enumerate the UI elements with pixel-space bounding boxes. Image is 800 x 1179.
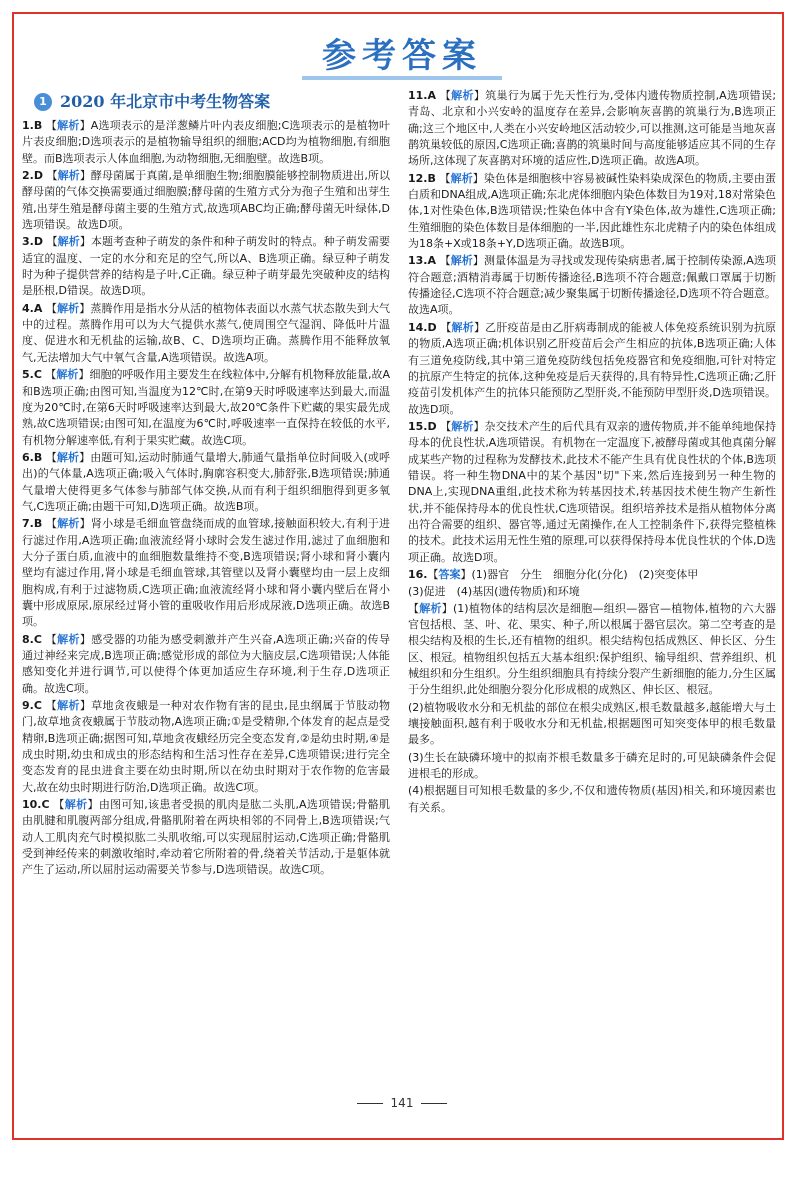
answer-item: 13.A 【解析】测量体温是为寻找或发现传染病患者,属于控制传染源,A选项符合题意;酒精消毒属于切断传播途径,B选项不符合题意;佩戴口罩属于切断传播途径,C选项不符合题意;减少聚集属于切断传播途径,D选项不符合题意。故选A项。 <box>408 254 776 317</box>
answer-item: 6.B 【解析】由题可知,运动时肺通气量增大,肺通气量指单位时间吸入(或呼出)的气体量,A选项正确;吸入气体时,胸廓容积变大,肺舒张,B选项错误;肺通气量增大使得更多气体参与肺部气体交换,从而有利于组织细胞得到更多氧气,C选项正确;由题干可知,D选项正确。故选B项。 <box>22 450 390 513</box>
analysis-tag: 解析 <box>451 419 474 433</box>
answer-text: 染色体是细胞核中容易被碱性染料染成深色的物质,主要由蛋白质和DNA组成,A选项正确;东北虎体细胞内染色体数目为19对,18对常染色体,1对性染色体,B选项错误;性染色体中含有Y染色体,故为雄性,C选项正确;生殖细胞的染色体数目是体细胞的一半,因此雄性东北虎精子内的染色体组成为18条+X或18条+Y,D选项正确。故选B项。 <box>408 171 776 251</box>
section-number-badge: 1 <box>34 93 52 111</box>
analysis-tag: 解析 <box>56 368 79 382</box>
analysis-tag: 解析 <box>57 301 80 315</box>
answer-text: 由题可知,运动时肺通气量增大,肺通气量指单位时间吸入(或呼出)的气体量,A选项正确;吸入气体时,胸廓容积变大,肺舒张,B选项错误;肺通气量增大使得更多气体参与肺部气体交换,从而有利于组织细胞得到更多氧气,C选项正确;由题干可知,D选项正确。故选B项。 <box>22 450 390 513</box>
answer-number: 15.D <box>408 419 437 433</box>
analysis-tag: 解析 <box>57 235 80 249</box>
analysis-text: (4)根据题目可知根毛数量的多少,不仅和遗传物质(基因)相关,和环境因素也有关系。 <box>408 784 776 814</box>
analysis-paragraph: 【解析】(1)植物体的结构层次是细胞—组织—器官—植物体,植物的六大器官包括根、茎、叶、花、果实、种子,所以根属于器官层次。第二空考查的是根尖结构及根的生长,还有植物的组织。根尖结构包括成熟区、伸长区、分生区、根冠。植物组织包括五大基本组织:保护组织、输导组织、营养组织、机械组织和分生组织。分生组织细胞具有持续分裂产生新细胞的能力,分生区属于分生组织,此处细胞分裂分化形成根的成熟区、伸长区、根冠。 <box>408 601 776 697</box>
answer-number: 6.B <box>22 450 43 464</box>
answer-item: 7.B 【解析】肾小球是毛细血管盘绕而成的血管球,接触面积较大,有利于进行滤过作用,A选项正确;血液流经肾小球时会发生滤过作用,滤过了血细胞和大分子蛋白质,血液中的血细胞数量维持不变,B选项错误;肾小球和肾小囊内壁均有滤过作用,肾小球是毛细血管球,其管壁以及肾小囊壁均由一层上皮细胞构成,有利于过滤物质,C选项正确;血液流经肾小球和肾小囊内壁后在肾小囊中形成原尿,原尿经过肾小管的重吸收作用后形成尿液,D选项正确。故选B项。 <box>22 517 390 629</box>
analysis-tag: 解析 <box>450 254 473 268</box>
question-16 <box>408 567 776 816</box>
answer-text: 测量体温是为寻找或发现传染病患者,属于控制传染源,A选项符合题意;酒精消毒属于切断传播途径,B选项不符合题意;佩戴口罩属于切断传播途径,C选项不符合题意;减少聚集属于切断传播途径,D选项不符合题意。故选A项。 <box>408 254 776 317</box>
answer-number: 9.C <box>22 699 42 713</box>
answer-tag: 答案 <box>438 567 461 581</box>
answer-number: 10.C <box>22 798 50 812</box>
answer-text: 细胞的呼吸作用主要发生在线粒体中,分解有机物释放能量,故A和B选项正确;由图可知,当温度为12℃时,在第9天时呼吸速率达到最大,而温度为20℃时,在第6天时呼吸速率达到最大,故20℃条件下贮藏的果实最先成熟,故C选项错误;由图可知,在温度为6℃时,呼吸速率一直保持在较低的水平,有机物分解速率低,有利于果实贮藏。故选C项。 <box>22 368 390 447</box>
answer-item: 12.B 【解析】染色体是细胞核中容易被碱性染料染成深色的物质,主要由蛋白质和DNA组成,A选项正确;东北虎体细胞内染色体数目为19对,18对常染色体,1对性染色体,B选项错误;性染色体中含有Y染色体,故为雄性,C选项正确;生殖细胞的染色体数目是体细胞的一半,因此雄性东北虎精子内的染色体组成为18条+X或18条+Y,D选项正确。故选B项。 <box>408 171 776 251</box>
right-column <box>408 88 776 1088</box>
page-title: 参考答案 <box>22 30 782 82</box>
answer-text: 酵母菌属于真菌,是单细胞生物;细胞膜能够控制物质进出,所以酵母菌的气体交换需要通过细胞膜;酵母菌的生殖方式分为孢子生殖和出芽生殖,出芽生殖是酵母菌主要的生殖方式,故选项ABC均正确;酵母菌无叶绿体,D选项错误。故选D项。 <box>22 169 390 232</box>
answer-text: 感受器的功能为感受刺激并产生兴奋,A选项正确;兴奋的传导通过神经来完成,B选项正确;感觉形成的部位为大脑皮层,C选项错误;人体能感知变化并进行调节,可以使得个体更加适应生存环境,利于生存,D选项正确。故选C项。 <box>22 632 390 695</box>
answer-number: 5.C <box>22 368 42 382</box>
analysis-paragraph <box>408 783 776 816</box>
answer-number: 8.C <box>22 632 42 646</box>
analysis-tag: 解析 <box>419 601 442 615</box>
answer-text: 草地贪夜蛾是一种对农作物有害的昆虫,昆虫纲属于节肢动物门,故草地贪夜蛾属于节肢动物,A选项正确;①是受精卵,个体发育的起点是受精卵,B选项正确;据图可知,草地贪夜蛾经历完全变态发育,②是幼虫时期,④是成虫时期,幼虫和成虫的形态结构和生活习性存在差异,C选项错误;进行完全变态发育的昆虫进食主要在幼虫时期,所以在幼虫时期对于农作物的危害最大,故在幼虫时期进行防治,D选项正确。故选C项。 <box>22 699 390 794</box>
answer-number: 11.A <box>408 89 436 102</box>
answer-number: 3.D <box>22 235 43 249</box>
answer-text: A选项表示的是洋葱鳞片叶内表皮细胞;C选项表示的是植物叶片表皮细胞;D选项表示的是植物输导组织的细胞;ACD均为植物细胞,有细胞壁。而B选项表示人体血细胞,为动物细胞,无细胞壁。故选B项。 <box>22 119 390 165</box>
answer-item: 2.D 【解析】酵母菌属于真菌,是单细胞生物;细胞膜能够控制物质进出,所以酵母菌的气体交换需要通过细胞膜;酵母菌的生殖方式分为孢子生殖和出芽生殖,出芽生殖是酵母菌主要的生殖方式,故选项ABC均正确;酵母菌无叶绿体,D选项错误。故选D项。 <box>22 169 390 232</box>
answer-text: 筑巢行为属于先天性行为,受体内遗传物质控制,A选项错误;青岛、北京和小兴安岭的温度存在差异,会影响灰喜鹊的筑巢行为,B选项正确;这三个地区中,人类在小兴安岭地区活动较少,可以推测,这可能是当地灰喜鹊筑巢较低的原因,C选项正确;喜鹊的筑巢时间与高度能够适应其不同的生存场所,这体现了灰喜鹊对环境的适应性,D选项正确。故选A项。 <box>408 89 776 168</box>
answer-text: 本题考查种子萌发的条件和种子萌发时的特点。种子萌发需要适宜的温度、一定的水分和充足的空气,所以A、B选项正确。绿豆种子萌发时为种子提供营养的结构是子叶,C正确。绿豆种子萌芽最先突破种皮的结构是胚根,D错误。故选D项。 <box>22 235 390 298</box>
answer-number: 2.D <box>22 169 43 183</box>
analysis-paragraph <box>408 700 776 749</box>
page-number: 141 <box>390 1096 414 1110</box>
answer-page <box>22 30 782 1135</box>
footer-dash-left <box>357 1103 383 1104</box>
analysis-text: (2)植物吸收水分和无机盐的部位在根尖成熟区,根毛数量越多,越能增大与土壤接触面积,越有利于吸收水分和无机盐,根据题图可知突变体甲的根毛数量最多。 <box>408 700 776 747</box>
answer-number: 12.B <box>408 171 436 185</box>
analysis-tag: 解析 <box>450 171 473 185</box>
answer-number: 16. <box>408 567 428 581</box>
answer-item: 10.C 【解析】由图可知,该患者受损的肌肉是肱二头肌,A选项错误;骨骼肌由肌腱和肌腹两部分组成,骨骼肌附着在两块相邻的不同骨上,B选项错误;气动人工肌肉充气时模拟肱二头肌收缩,可以实现屈肘运动,C选项正确;骨骼肌受到神经传来的刺激收缩时,牵动着它所附着的骨,绕着关节活动,于是躯体就产生了运动,所以屈肘运动需要关节参与,D选项错误。故选C项。 <box>22 798 390 877</box>
section-title: 2020 年北京市中考生物答案 <box>60 91 271 111</box>
answer-item: 15.D 【解析】杂交技术产生的后代具有双亲的遗传物质,并不能单纯地保持母本的优良性状,A选项错误。有机物在一定温度下,被酵母菌或其他真菌分解成某些产物的过程称为发酵技术,此技术不能产生具有优良性状的个体,B选项错误。将一种生物DNA中的某个基因"切"下来,然后连接到另一种生物的DNA上,实现DNA重组,此技术称为转基因技术,转基因技术使生物产生新性状,并不能保持母本的优良性状,C选项错误。组织培养技术是指从植物体分离出符合需要的组织、器官等,通过无菌操作,在人工控制条件下,获得完整植株的技术。此技术运用无性生殖的原理,可以获得保持母本优良性状的个体,D选项正确。故选D项。 <box>408 419 776 564</box>
answer-text: 由图可知,该患者受损的肌肉是肱二头肌,A选项错误;骨骼肌由肌腱和肌腹两部分组成,骨骼肌附着在两块相邻的不同骨上,B选项错误;气动人工肌肉充气时模拟肱二头肌收缩,可以实现屈肘运动,C选项正确;骨骼肌受到神经传来的刺激收缩时,牵动着它所附着的骨,绕着关节活动,于是躯体就产生了运动,所以屈肘运动需要关节参与,D选项错误。故选C项。 <box>22 798 390 877</box>
answer-line: (3)促进 (4)基因(遗传物质)和环境 <box>408 585 580 599</box>
analysis-tag: 解析 <box>57 632 80 646</box>
answer-item: 9.C 【解析】草地贪夜蛾是一种对农作物有害的昆虫,昆虫纲属于节肢动物门,故草地贪夜蛾属于节肢动物,A选项正确;①是受精卵,个体发育的起点是受精卵,B选项正确;据图可知,草地贪夜蛾经历完全变态发育,②是幼虫时期,④是成虫时期,幼虫和成虫的形态结构和生活习性存在差异,C选项错误;进行完全变态发育的昆虫进食主要在幼虫时期,所以在幼虫时期对于农作物的危害最大,故在幼虫时期进行防治,D选项正确。故选C项。 <box>22 699 390 794</box>
answer-number: 1.B <box>22 119 43 132</box>
answer-number: 13.A <box>408 254 436 268</box>
answer-text: 肾小球是毛细血管盘绕而成的血管球,接触面积较大,有利于进行滤过作用,A选项正确;血液流经肾小球时会发生滤过作用,滤过了血细胞和大分子蛋白质,血液中的血细胞数量维持不变,B选项错误;肾小球和肾小囊内壁均有滤过作用,肾小球是毛细血管球,其管壁以及肾小囊壁均由一层上皮细胞构成,有利于过滤物质,C选项正确;血液流经肾小球和肾小囊内壁后在肾小囊中形成原尿,原尿经过肾小管的重吸收作用后形成尿液,D选项正确。故选B项。 <box>22 517 390 629</box>
page-footer <box>22 1096 782 1110</box>
analysis-tag: 解析 <box>451 320 474 334</box>
section-heading <box>34 88 390 116</box>
answer-item: 14.D 【解析】乙肝疫苗是由乙肝病毒制成的能被人体免疫系统识别为抗原的物质,A选项正确;机体识别乙肝疫苗后会产生相应的抗体,B选项正确;人体有三道免疫防线,其中第三道免疫防线包括免疫器官和免疫细胞,可针对特定的抗原产生特定的抗体,这种免疫是后天获得的,具有特异性,C选项正确;乙肝疫苗引发机体产生的抗体只能预防乙型肝炎,不能预防甲型肝炎,D选项错误。故选D项。 <box>408 320 776 416</box>
analysis-tag: 解析 <box>64 798 88 812</box>
answer-number: 14.D <box>408 320 437 334</box>
analysis-tag: 解析 <box>451 89 474 102</box>
analysis-tag: 解析 <box>57 517 80 531</box>
answer-text: 杂交技术产生的后代具有双亲的遗传物质,并不能单纯地保持母本的优良性状,A选项错误。有机物在一定温度下,被酵母菌或其他真菌分解成某些产物的过程称为发酵技术,此技术不能产生具有优良性状的个体,B选项错误。将一种生物DNA中的某个基因"切"下来,然后连接到另一种生物的DNA上,实现DNA重组,此技术称为转基因技术,转基因技术使生物产生新性状,并不能保持母本的优良性状,C选项错误。组织培养技术是指从植物体分离出符合需要的组织、器官等,通过无菌操作,在人工控制条件下,获得完整植株的技术。此技术运用无性生殖的原理,可以获得保持母本优良性状的个体,D选项正确。故选D项。 <box>408 419 776 564</box>
answer-text: 乙肝疫苗是由乙肝病毒制成的能被人体免疫系统识别为抗原的物质,A选项正确;机体识别乙肝疫苗后会产生相应的抗体,B选项正确;人体有三道免疫防线,其中第三道免疫防线包括免疫器官和免疫细胞,可针对特定的抗原产生特定的抗体,这种免疫是后天获得的,具有特异性,C选项正确;乙肝疫苗引发机体产生的抗体只能预防乙型肝炎,不能预防甲型肝炎,D选项错误。故选D项。 <box>408 320 776 416</box>
left-column <box>22 88 390 1088</box>
answer-number: 7.B <box>22 517 43 531</box>
analysis-tag: 解析 <box>57 119 80 132</box>
analysis-tag: 解析 <box>57 699 80 713</box>
answer-item: 11.A 【解析】筑巢行为属于先天性行为,受体内遗传物质控制,A选项错误;青岛、北京和小兴安岭的温度存在差异,会影响灰喜鹊的筑巢行为,B选项正确;这三个地区中,人类在小兴安岭地区活动较少,可以推测,这可能是当地灰喜鹊筑巢较低的原因,C选项正确;喜鹊的筑巢时间与高度能够适应其不同的生存场所,这体现了灰喜鹊对环境的适应性,D选项正确。故选A项。 <box>408 89 776 168</box>
answer-item: 4.A 【解析】蒸腾作用是指水分从活的植物体表面以水蒸气状态散失到大气中的过程。蒸腾作用可以为大气提供水蒸气,使周围空气湿润、降低叶片温度、促进水和无机盐的运输,故B、C、D选项均正确。蒸腾作用不能释放氧气,无法增加大气中氧气含量,A选项错误。故选A项。 <box>22 301 390 364</box>
analysis-text: (1)植物体的结构层次是细胞—组织—器官—植物体,植物的六大器官包括根、茎、叶、花、果实、种子,所以根属于器官层次。第二空考查的是根尖结构及根的生长,还有植物的组织。根尖结构包括成熟区、伸长区、分生区、根冠。植物组织包括五大基本组织:保护组织、输导组织、营养组织、机械组织和分生组织。分生组织细胞具有持续分裂产生新细胞的能力,分生区属于分生组织,此处细胞分裂分化形成根的成熟区、伸长区、根冠。 <box>408 601 776 697</box>
answer-item: 1.B 【解析】A选项表示的是洋葱鳞片叶内表皮细胞;C选项表示的是植物叶片表皮细胞;D选项表示的是植物输导组织的细胞;ACD均为植物细胞,有细胞壁。而B选项表示人体血细胞,为动物细胞,无细胞壁。故选B项。 <box>22 119 390 165</box>
answer-item: 3.D 【解析】本题考查种子萌发的条件和种子萌发时的特点。种子萌发需要适宜的温度、一定的水分和充足的空气,所以A、B选项正确。绿豆种子萌发时为种子提供营养的结构是子叶,C正确。绿豆种子萌芽最先突破种皮的结构是胚根,D错误。故选D项。 <box>22 235 390 298</box>
answer-item: 8.C 【解析】感受器的功能为感受刺激并产生兴奋,A选项正确;兴奋的传导通过神经来完成,B选项正确;感觉形成的部位为大脑皮层,C选项错误;人体能感知变化并进行调节,可以使得个体更加适应生存环境,利于生存,D选项正确。故选C项。 <box>22 632 390 695</box>
answer-item: 5.C 【解析】细胞的呼吸作用主要发生在线粒体中,分解有机物释放能量,故A和B选项正确;由图可知,当温度为12℃时,在第9天时呼吸速率达到最大,而温度为20℃时,在第6天时呼吸速率达到最大,故20℃条件下贮藏的果实最先成熟,故C选项错误;由图可知,在温度为6℃时,呼吸速率一直保持在较低的水平,有机物分解速率低,有利于果实贮藏。故选C项。 <box>22 368 390 447</box>
columns <box>22 88 782 1088</box>
analysis-tag: 解析 <box>56 450 80 464</box>
analysis-tag: 解析 <box>57 169 80 183</box>
analysis-text: (3)生长在缺磷环境中的拟南芥根毛数量多于磷充足时的,可见缺磷条件会促进根毛的形成。 <box>408 750 776 781</box>
analysis-paragraph <box>408 750 776 783</box>
answer-item: 16.【答案】(1)器官 分生 细胞分化(分化) (2)突变体甲 <box>408 567 699 581</box>
answer-text: 蒸腾作用是指水分从活的植物体表面以水蒸气状态散失到大气中的过程。蒸腾作用可以为大气提供水蒸气,使周围空气湿润、降低叶片温度、促进水和无机盐的运输,故B、C、D选项均正确。蒸腾作用不能释放氧气,无法增加大气中氧气含量,A选项错误。故选A项。 <box>22 301 390 364</box>
answer-line: (1)器官 分生 细胞分化(分化) (2)突变体甲 <box>471 567 699 581</box>
answer-number: 4.A <box>22 301 43 315</box>
footer-dash-right <box>421 1103 447 1104</box>
